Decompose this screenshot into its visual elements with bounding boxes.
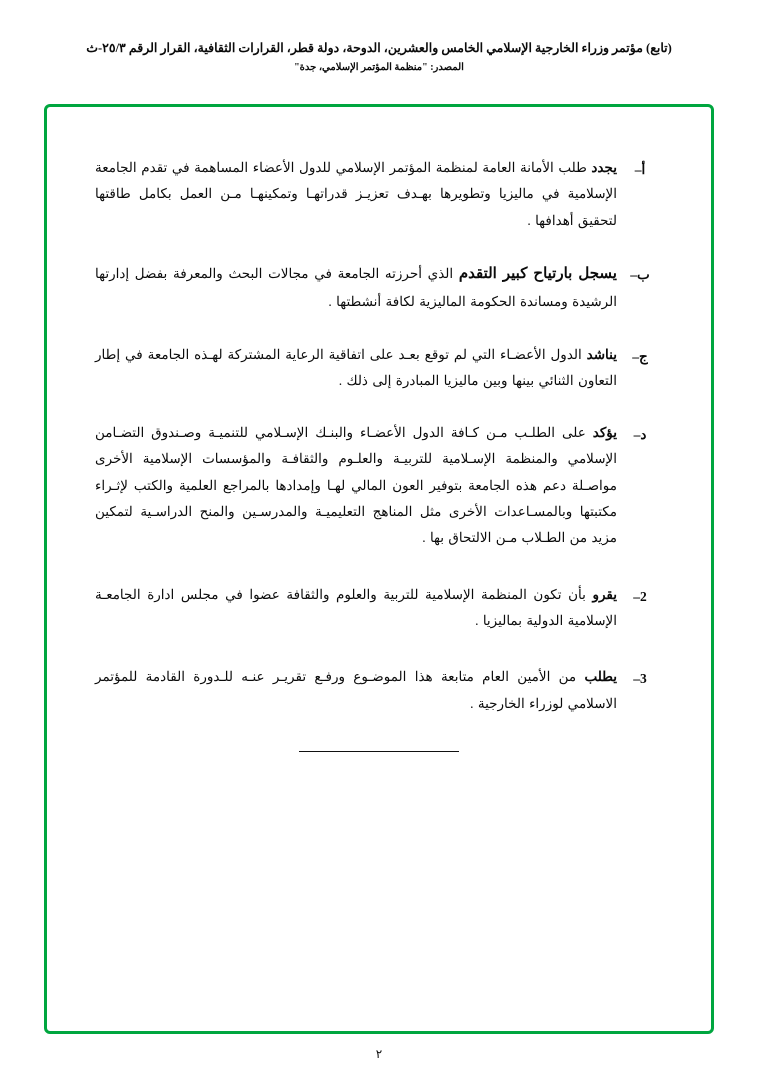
clause-body — [95, 155, 617, 234]
clause-text: الذي أحرزته الجامعة في مجالات البحث والمعرفة بفضل إدارتها الرشيدة ومساندة الحكومة الماليزية لكافة أنشطتها . — [95, 265, 617, 310]
clause-item — [95, 342, 663, 395]
clause-text: طلب الأمانة العامة لمنظمة المؤتمر الإسلامي للدول الأعضاء المساهمة في تقدم الجامعة الإسلامية في ماليزيا وتطويرها بهـدف تعزيـز قدراتهـا وتمكينهـا مـن العمل بكامل طاقتها لتحقيق أهدافها . — [95, 160, 617, 228]
page-footer — [0, 1047, 758, 1062]
clause-marker: د– — [633, 427, 647, 443]
clause-marker: ج– — [632, 348, 648, 364]
clause-item — [95, 582, 663, 635]
page-header — [58, 40, 700, 73]
clause-lead: يسجل بارتياح كبير التقدم — [458, 265, 617, 282]
clause-marker: 3– — [633, 671, 647, 687]
clause-lead: يجدد — [591, 160, 617, 175]
clause-lead: يناشد — [586, 346, 617, 362]
clause-text: على الطلـب مـن كـافة الدول الأعضـاء والبنـك الإسـلامي للتنميـة وصـندوق التضـامن الإسلامي والمنظمة الإسـلامية للتربيـة والعلـوم والثقافـة والمؤسسات الإسلامية الأخرى مواصـلة دعم هذه الجامعة بتوفير العون المالي لهـا وإمدادها بالمراجع العلمية والكتب لإثـراء مكتبتها وبالمسـاعدات الأخرى مثل المناهج التعليميـة والمدرسـين والمنح الدراسـية لتمكين مزيد من الطـلاب مـن الالتحاق بها . — [95, 425, 617, 546]
header-source: المصدر: "منظمة المؤتمر الإسلامي، جدة" — [294, 61, 464, 73]
clause-body — [95, 342, 617, 395]
clause-lead: يطلب — [584, 669, 617, 685]
clause-list — [95, 155, 663, 752]
clause-text: بأن تكون المنظمة الإسلامية للتربية والعلوم والثقافة عضوا في مجلس ادارة الجامعـة الإسلامية الدولية بماليزيا . — [95, 586, 617, 628]
clause-text: الدول الأعضـاء التي لم توقع بعـد على اتفاقية الرعاية المشتركة لهـذه الجامعة في إطار التعاون الثنائي بينها وبين ماليزيا المبادرة إلى ذلك . — [95, 346, 617, 388]
clause-item — [95, 260, 663, 316]
header-title: (تابع) مؤتمر وزراء الخارجية الإسلامي الخامس والعشرين، الدوحة، دولة قطر، القرارات الثقافية، القرار الرقم ٢٥/٣-ث — [86, 41, 672, 55]
clause-item — [95, 420, 663, 552]
clause-item — [95, 155, 663, 234]
clause-lead: يؤكد — [592, 425, 617, 441]
clause-marker: ب– — [630, 266, 650, 282]
clause-lead: يقرو — [592, 586, 617, 602]
clause-body — [95, 260, 617, 316]
clause-marker: 2– — [633, 588, 647, 604]
clause-body — [95, 664, 617, 717]
page-number: ٢ — [375, 1047, 383, 1061]
clause-body — [95, 420, 617, 552]
content-frame — [44, 104, 714, 1034]
clause-text: من الأمين العام متابعة هذا الموضـوع ورفـع تقريـر عنـه للـدورة القادمة للمؤتمر الاسلامي لوزراء الخارجية . — [95, 669, 617, 711]
clause-item — [95, 664, 663, 717]
section-divider — [299, 751, 459, 752]
clause-marker: أ– — [634, 162, 646, 177]
clause-body — [95, 582, 617, 635]
